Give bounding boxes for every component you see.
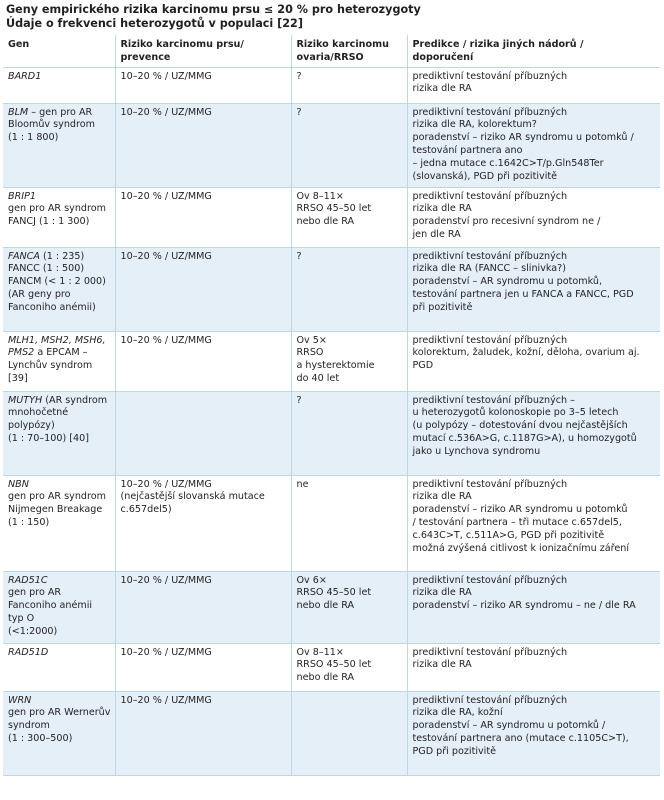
gene-name: FANCA xyxy=(8,250,40,262)
gene-name: WRN xyxy=(8,694,32,706)
cell-gene xyxy=(3,187,115,247)
cell-breast-risk xyxy=(115,391,291,475)
gene-name: NBN xyxy=(8,478,29,490)
cell-other-tumors: prediktivní testování příbuzných rizika dle RA poradenství – riziko AR syndromu – ne / dle RA xyxy=(407,571,660,643)
gene-description: (AR syndrom mnohočetné polypózy) (1 : 70–100) [40] xyxy=(8,394,108,444)
cell-gene xyxy=(3,643,115,691)
cell-other-tumors: prediktivní testování příbuzných rizika dle RA xyxy=(407,67,660,103)
table-row xyxy=(3,67,660,103)
cell-ovary-risk: Ov 6× RRSO 45–50 let nebo dle RA xyxy=(291,571,407,643)
cell-other-tumors: prediktivní testování příbuzných rizika dle RA poradenství – riziko AR syndromu u potomků / testování partnera – tři mutace c.657del5, c.643C>T, c.511A>G, PGD při pozitivitě možná zvýšená citlivost k ionizačnímu záření xyxy=(407,475,660,571)
cell-ovary-risk: Ov 8–11× RRSO 45–50 let nebo dle RA xyxy=(291,187,407,247)
gene-description: gen pro AR Wernerův syndrom (1 : 300–500) xyxy=(8,707,111,744)
caption-subtitle: Údaje o frekvenci heterozygotů v populaci [22] xyxy=(6,17,303,30)
cell-ovary-risk: ? xyxy=(291,103,407,187)
gene-description: a EPCAM – Lynchův syndrom [39] xyxy=(8,347,93,384)
header-breast-risk: Riziko karcinomu prsu/ prevence xyxy=(115,35,291,67)
header-other-tumors: Predikce / rizika jiných nádorů / doporučení xyxy=(407,35,660,67)
gene-name: BRIP1 xyxy=(8,190,36,202)
cell-gene xyxy=(3,247,115,331)
table-row xyxy=(3,247,660,331)
gene-name: MUTYH xyxy=(8,394,43,406)
table-row xyxy=(3,391,660,475)
cell-gene xyxy=(3,103,115,187)
cell-breast-risk: 10–20 % / UZ/MMG xyxy=(115,331,291,391)
cell-ovary-risk: Ov 8–11× RRSO 45–50 let nebo dle RA xyxy=(291,643,407,691)
cell-breast-risk: 10–20 % / UZ/MMG xyxy=(115,691,291,775)
gene-description: – gen pro AR Bloomův syndrom (1 : 1 800) xyxy=(8,106,95,144)
cell-ovary-risk xyxy=(291,691,407,775)
cell-breast-risk: 10–20 % / UZ/MMG xyxy=(115,103,291,187)
gene-description: gen pro AR Fanconiho anémii typ O (<1:2000) xyxy=(8,587,93,637)
table-row xyxy=(3,187,660,247)
cell-other-tumors: prediktivní testování příbuzných rizika dle RA (FANCC – slinivka?) poradenství – AR syndromu u potomků, testování partnera jen u FANCA a FANCC, PGD při pozitivitě xyxy=(407,247,660,331)
gene-name: MLH1, MSH2, MSH6, PMS2 xyxy=(8,334,106,359)
cell-breast-risk: 10–20 % / UZ/MMG xyxy=(115,187,291,247)
table-row xyxy=(3,691,660,775)
cell-gene xyxy=(3,67,115,103)
cell-gene xyxy=(3,391,115,475)
cell-gene xyxy=(3,475,115,571)
cell-ovary-risk: Ov 5× RRSO a hysterektomie do 40 let xyxy=(291,331,407,391)
table-row xyxy=(3,331,660,391)
cell-other-tumors: prediktivní testování příbuzných kolorektum, žaludek, kožní, děloha, ovarium aj. PGD xyxy=(407,331,660,391)
cell-ovary-risk: ? xyxy=(291,391,407,475)
header-ovary-risk: Riziko karcinomu ovaria/RRSO xyxy=(291,35,407,67)
cell-breast-risk: 10–20 % / UZ/MMG xyxy=(115,67,291,103)
cell-breast-risk: 10–20 % / UZ/MMG xyxy=(115,571,291,643)
cell-other-tumors: prediktivní testování příbuzných rizika dle RA xyxy=(407,643,660,691)
table-row xyxy=(3,643,660,691)
cell-breast-risk: 10–20 % / UZ/MMG xyxy=(115,643,291,691)
gene-name: RAD51C xyxy=(8,574,48,586)
table-row xyxy=(3,571,660,643)
cell-breast-risk: 10–20 % / UZ/MMG (nejčastější slovanská mutace c.657del5) xyxy=(115,475,291,571)
gene-name: BARD1 xyxy=(8,70,42,82)
cell-other-tumors: prediktivní testování příbuzných rizika dle RA poradenství pro recesivní syndrom ne / jen dle RA xyxy=(407,187,660,247)
gene-description: gen pro AR syndrom Nijmegen Breakage (1 : 150) xyxy=(8,491,106,528)
cell-ovary-risk: ? xyxy=(291,247,407,331)
cell-gene xyxy=(3,691,115,775)
cell-other-tumors: prediktivní testování příbuzných – u heterozygotů kolonoskopie po 3–5 letech (u polypózy – dotestování dvou nejčastějších mutací c.536A>G, c.1187G>A), u homozygotů jako u Lynchova syndromu xyxy=(407,391,660,475)
gene-risk-table xyxy=(3,35,660,776)
cell-other-tumors: prediktivní testování příbuzných rizika dle RA, kožní poradenství – AR syndromu u potomků / testování partnera ano (mutace c.1105C>T), PGD při pozitivitě xyxy=(407,691,660,775)
table-row xyxy=(3,475,660,571)
table-header-row xyxy=(3,35,660,67)
header-gene: Gen xyxy=(3,35,115,67)
cell-other-tumors: prediktivní testování příbuzných rizika dle RA, kolorektum? poradenství – riziko AR syndromu u potomků / testování partnera ano – jedna mutace c.1642C>T/p.Gln548Ter (slovanská), PGD při pozitivitě xyxy=(407,103,660,187)
caption-title: Geny empirického rizika karcinomu prsu ≤ 20 % pro heterozygoty xyxy=(6,3,421,16)
gene-name: RAD51D xyxy=(8,646,49,658)
cell-breast-risk: 10–20 % / UZ/MMG xyxy=(115,247,291,331)
gene-description: (1 : 235) FANCC (1 : 500) FANCM (< 1 : 2 000) (AR geny pro Fanconiho anémii) xyxy=(8,250,106,313)
cell-ovary-risk: ? xyxy=(291,67,407,103)
cell-ovary-risk: ne xyxy=(291,475,407,571)
gene-description: gen pro AR syndrom FANCJ (1 : 1 300) xyxy=(8,203,106,228)
gene-name: BLM xyxy=(8,106,29,118)
cell-gene xyxy=(3,331,115,391)
table-caption xyxy=(6,3,656,31)
cell-gene xyxy=(3,571,115,643)
table-row xyxy=(3,103,660,187)
